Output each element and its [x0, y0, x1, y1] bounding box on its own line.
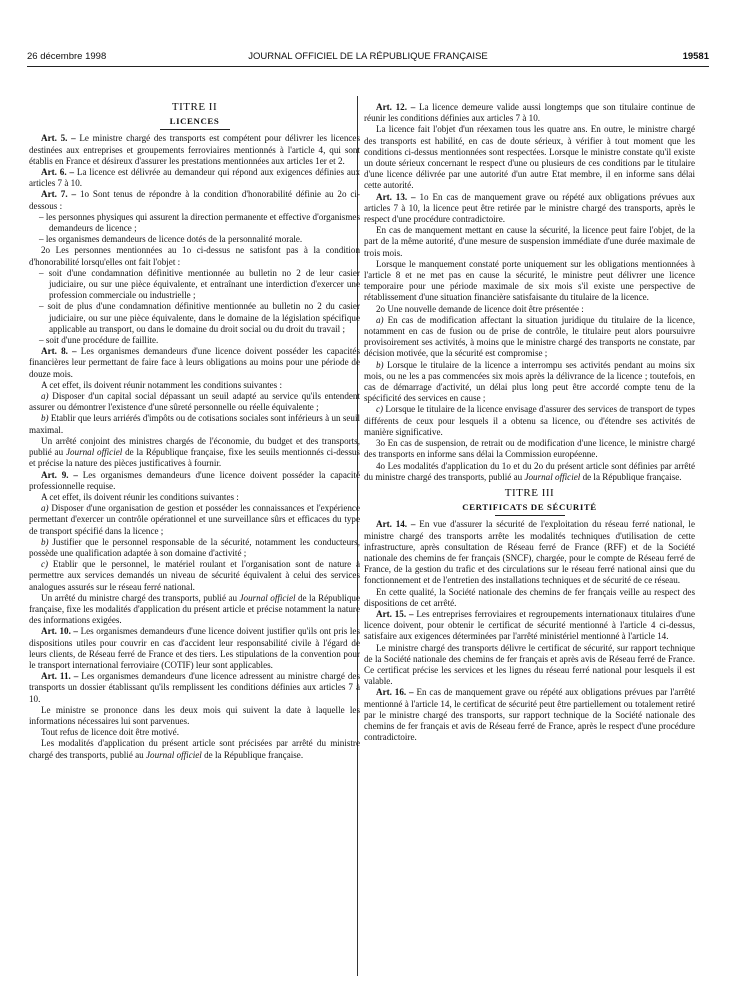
paragraph: c) Etablir que le personnel, le matériel roulant et l'organisation sont de nature à permettre aux services demandés un niveau de sécurité équivalent à celui des services analogues assurés sur le réseau ferré national. [29, 559, 360, 592]
paragraph: A cet effet, ils doivent réunir notamment les conditions suivantes : [41, 379, 283, 390]
paragraph: Le ministre chargé des transports délivre le certificat de sécurité, sur rapport technique de la Société nationale des chemins de fer français et après avis de Réseau ferré de France. Ce certificat précise les services et les lignes du réseau ferré national pour lesquels il est valable. [364, 642, 695, 687]
page-header [27, 51, 709, 65]
article-10: Art. 10. – Les organismes demandeurs d'une licence doivent justifier qu'ils ont pris les dispositions utiles pour couvrir en cas d'accident leur responsabilité civile à l'égard de leurs clients, de Réseau ferré de France et des tiers. Les stipulations de la convention pour le transport international ferroviaire (COTIF) leur sont applicables. [29, 626, 360, 670]
titre-ii-heading: TITRE II [171, 101, 218, 113]
header-rule [27, 66, 709, 67]
paragraph: Les modalités d'application du présent article sont précisées par arrêté du ministre chargé des transports, publié au Journal officiel de la République française. [29, 738, 360, 760]
paragraph: a) Disposer d'un capital social dépassant un seuil adapté au service qu'ils entendent assurer ou démontrer l'existence d'une sûreté personnelle ou réelle équivalente ; [29, 391, 360, 413]
paragraph: Le ministre se prononce dans les deux mois qui suivent la date à laquelle les informations nécessaires lui sont parvenues. [29, 704, 360, 726]
article-8: Art. 8. – Les organismes demandeurs d'une licence doivent posséder les capacités financières leur permettant de faire face à leurs obligations au moins pour une période de douze mois. [29, 346, 360, 379]
paragraph: 3o En cas de suspension, de retrait ou de modification d'une licence, le ministre chargé des transports en informe sans délai la Commission européenne. [364, 438, 695, 460]
list-item: – soit d'une procédure de faillite. [39, 335, 159, 346]
article-5: Art. 5. – Le ministre chargé des transports est compétent pour délivrer les licences destinées aux entreprises et groupements ferroviaires mentionnés à l'article 4, qui sont établis en France et désireux d'assurer les prestations mentionnées aux articles 1er et 2. [29, 133, 360, 166]
journal-title: JOURNAL OFFICIEL DE LA RÉPUBLIQUE FRANÇAISE [248, 51, 488, 62]
paragraph: 4o Les modalités d'application du 1o et du 2o du présent article sont définies par arrêté du ministre chargé des transports, publié au Journal officiel de la République française. [364, 460, 695, 482]
paragraph: b) Lorsque le titulaire de la licence a interrompu ses activités pendant au moins six mois, ou ne les a pas commencées six mois après la délivrance de la licence ; toutefois, en cas de démarrage d'activité, un délai plus long peut être accordé compte tenu de la spécificité des services en cause ; [364, 359, 695, 404]
paragraph: La licence fait l'objet d'un réexamen tous les quatre ans. En outre, le ministre chargé des transports est habilité, en cas de doute sérieux, à vérifier à tout moment que les conditions ci-dessus mentionnées sont respectées. Lorsque le ministre constate qu'il existe un doute sérieux concernant le respect d'une ou plusieurs de ces conditions par le titulaire d'une licence délivrée par une autorité d'un autre Etat membre, il en informe sans délai cette autorité. [364, 124, 695, 191]
paragraph: 2o Une nouvelle demande de licence doit être présentée : [376, 303, 584, 314]
paragraph: A cet effet, ils doivent réunir les conditions suivantes : [41, 491, 239, 502]
article-11: Art. 11. – Les organismes demandeurs d'une licence adressent au ministre chargé des transports un dossier établissant qu'ils remplissent les conditions définies aux articles 7 à 10. [29, 671, 360, 704]
heading-underline [495, 515, 565, 516]
paragraph: Un arrêté conjoint des ministres chargés de l'économie, du budget et des transports, publié au Journal officiel de la République française, fixe les seuils mentionnés ci-dessus et précise la nature des pièces justificatives à fournir. [29, 435, 360, 469]
article-7: Art. 7. – 1o Sont tenus de répondre à la condition d'honorabilité définie au 2o ci-dessous : [29, 189, 360, 211]
list-item: – soit de plus d'une condamnation définitive mentionnée au bulletin no 2 du casier judiciaire, ou sur une pièce équivalente, dans le domaine de la législation spécifique applicable au transport, ou dans le domaine du droit social ou du droit du travail ; [39, 301, 360, 334]
paragraph: a) Disposer d'une organisation de gestion et posséder les connaissances et l'expérience permettant d'exercer un contrôle opérationnel et une surveillance sûrs et efficaces du type de transport spécifié dans la licence ; [29, 503, 360, 536]
article-15: Art. 15. – Les entreprises ferroviaires et regroupements internationaux titulaires d'une licence doivent, pour obtenir le certificat de sécurité mentionné à l'article 4 ci-dessus, satisfaire aux exigences déterminées par l'arrêté ministériel mentionné à l'article 14. [364, 608, 695, 642]
article-12: Art. 12. – La licence demeure valide aussi longtemps que son titulaire continue de réunir les conditions définies aux articles 7 à 10. [364, 102, 695, 124]
paragraph: b) Justifier que le personnel responsable de la sécurité, notamment les conducteurs, possède une qualification adaptée à son domaine d'activité ; [29, 536, 360, 558]
paragraph: Lorsque le manquement constaté porte uniquement sur les obligations mentionnées à l'article 8 et ne met pas en cause la sécurité, le ministre peut délivrer une licence temporaire pour une période maximale de six mois s'il existe une perspective de rétablissement d'une situation financière satisfaisante du titulaire de la licence. [364, 258, 695, 303]
article-16: Art. 16. – En cas de manquement grave ou répété aux obligations prévues par l'arrêté mentionné à l'article 14, le certificat de sécurité peut être partiellement ou totalement retiré par le ministre chargé des transports, sur rapport technique de la Société nationale des chemins de fer français et avis de Réseau ferré de France, après le respect d'une procédure contradictoire. [364, 687, 695, 743]
titre-iii-heading: TITRE III [504, 486, 555, 499]
paragraph: c) Lorsque le titulaire de la licence envisage d'assurer des services de transport de types différents de ceux pour lesquels il a obtenu sa licence, ou d'étendre ses activités de manière significative. [364, 404, 695, 437]
article-9: Art. 9. – Les organismes demandeurs d'une licence doivent posséder la capacité professionnelle requise. [29, 469, 360, 491]
paragraph: En cas de manquement mettant en cause la sécurité, la licence peut faire l'objet, de la part de la même autorité, d'une mesure de suspension immédiate d'une durée maximale de trois mois. [364, 225, 695, 258]
certificats-heading: CERTIFICATS DE SÉCURITÉ [462, 502, 597, 513]
header-date: 26 décembre 1998 [27, 51, 107, 62]
paragraph: b) Etablir que leurs arriérés d'impôts ou de cotisations sociales sont inférieurs à un seuil maximal. [29, 413, 360, 435]
paragraph: a) En cas de modification affectant la situation juridique du titulaire de la licence, notamment en cas de fusion ou de prise de contrôle, le titulaire peut alors poursuivre provisoirement ses activités, à moins que le ministre chargé des transports ne constate, par décision motivée, que la sécurité est compromise ; [364, 314, 695, 359]
paragraph: En cette qualité, la Société nationale des chemins de fer français veille au respect des dispositions de cet arrêté. [364, 586, 695, 608]
right-column [364, 102, 695, 743]
page-number: 19581 [682, 51, 709, 62]
left-column [29, 102, 360, 761]
article-14: Art. 14. – En vue d'assurer la sécurité de l'exploitation du réseau ferré national, le ministre chargé des transports arrête les modalités techniques d'utilisation de cette infrastructure, après consultation de Réseau ferré de France (RFF) et de la Société nationale des chemins de fer français (SNCF), chargée, pour le compte de Réseau ferré de France, de la gestion du trafic et des circulations sur le réseau ferré national ainsi que du fonctionnement et de l'entretien des installations techniques et de sécurité de ce réseau. [364, 519, 695, 586]
list-item: – les organismes demandeurs de licence dotés de la personnalité morale. [39, 234, 303, 245]
article-6: Art. 6. – La licence est délivrée au demandeur qui répond aux exigences définies aux articles 7 à 10. [29, 167, 360, 189]
paragraph: Un arrêté du ministre chargé des transports, publié au Journal officiel de la République française, fixe les modalités d'application du présent article et précise notamment la nature des informations exigées. [29, 592, 360, 626]
list-item: – soit d'une condamnation définitive mentionnée au bulletin no 2 de leur casier judiciaire, ou sur une pièce équivalente, et entraînant une interdiction d'exercer une profession commerciale ou industrielle ; [39, 267, 360, 301]
paragraph: Tout refus de licence doit être motivé. [41, 727, 179, 738]
heading-underline [160, 129, 230, 130]
article-13: Art. 13. – 1o En cas de manquement grave ou répété aux obligations prévues aux articles 7 à 10, la licence peut être retirée par le ministre chargé des transports, après le respect d'une procédure contradictoire. [364, 191, 695, 225]
paragraph: 2o Les personnes mentionnées au 1o ci-dessus ne satisfont pas à la condition d'honorabilité lorsqu'elles ont fait l'objet : [29, 245, 360, 267]
licences-heading: LICENCES [169, 116, 220, 127]
list-item: – les personnes physiques qui assurent la direction permanente et effective d'organismes demandeurs de licence ; [39, 211, 360, 234]
